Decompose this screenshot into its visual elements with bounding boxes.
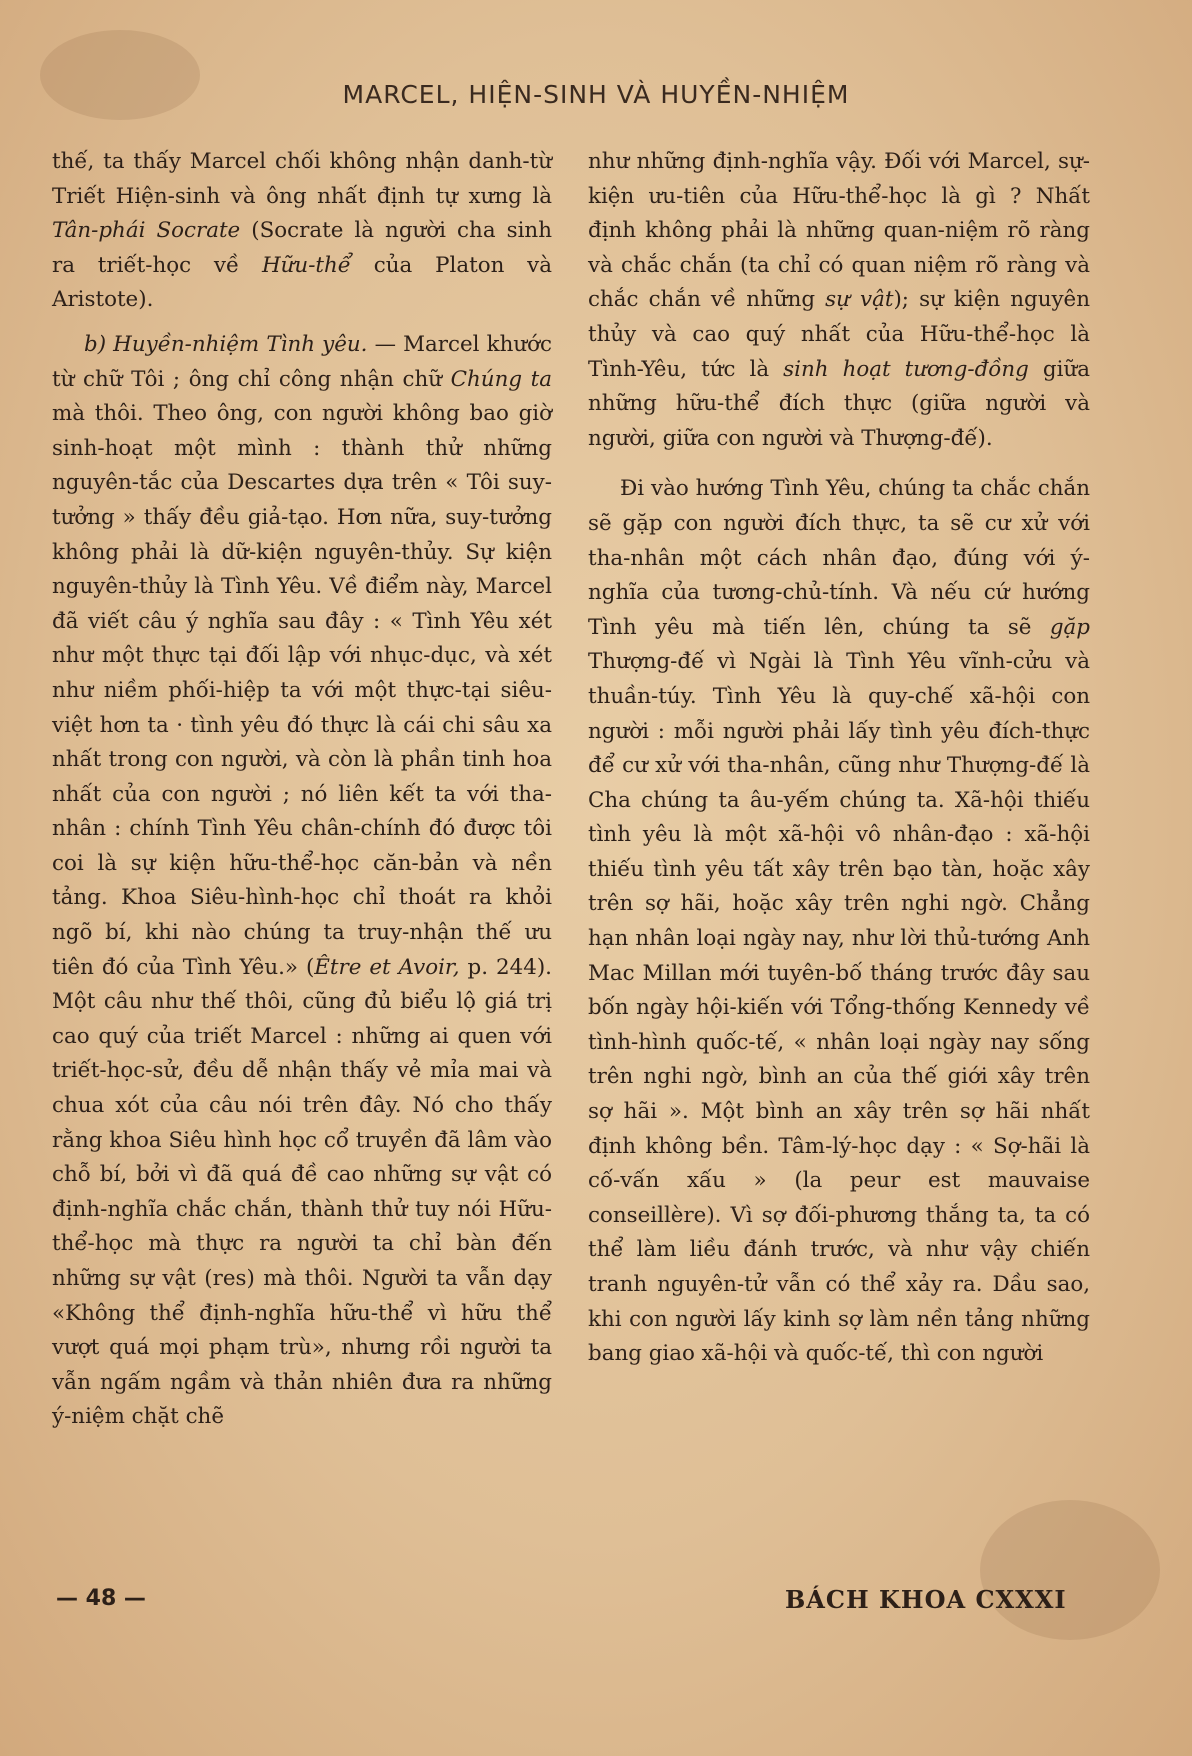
paragraph xyxy=(52,145,552,318)
text-run: Đi vào hướng Tình Yêu, chúng ta chắc chắn sẽ gặp con người đích thực, ta sẽ cư xử với tha-nhân một cách nhân đạo, đúng với ý-nghĩa của tương-chủ-tính. Và nếu cứ hướng Tình yêu mà tiến lên, chúng ta sẽ xyxy=(588,476,1090,640)
text-run: Thượng-đế vì Ngài là Tình Yêu vĩnh-cửu và thuần-túy. Tình Yêu là quy-chế xã-hội con người : mỗi người phải lấy tình yêu đích-thực để cư xử với tha-nhân, cũng như Thượng-đế là Cha chúng ta âu-yếm chúng ta. Xã-hội thiếu tình yêu là một xã-hội vô nhân-đạo : xã-hội thiếu tình yêu tất xây trên bạo tàn, hoặc xây trên sợ hãi, hoặc xây trên nghi ngờ. Chẳng hạn nhân loại ngày nay, như lời thủ-tướng Anh Mac Millan mới tuyên-bố tháng trước đây sau bốn ngày hội-kiến với Tổng-thống Kennedy về tình-hình quốc-tế, « nhân loại ngày nay sống trên nghi ngờ, bình an của thế giới xây trên sợ hãi ». Một bình an xây trên sợ hãi nhất định không bền. Tâm-lý-học dạy : « Sợ-hãi là cố-vấn xấu » (la peur est mauvaise conseillère). Vì sợ đối-phương thắng ta, ta có thể làm liều đánh trước, và như vậy chiến tranh nguyên-tử vẫn có thể xảy ra. Dầu sao, khi con người lấy kinh sợ làm nền tảng những bang giao xã-hội và quốc-tế, thì con người xyxy=(588,649,1090,1367)
italic-text: sự vật xyxy=(825,287,894,313)
paragraph xyxy=(588,472,1090,1371)
paper-stain xyxy=(980,1500,1160,1640)
running-header: MARCEL, HIỆN-SINH VÀ HUYỀN-NHIỆM xyxy=(342,80,850,109)
right-column xyxy=(588,145,1090,1372)
journal-name: BÁCH KHOA CXXXI xyxy=(785,1585,1067,1614)
italic-text: sinh hoạt tương-đồng xyxy=(783,356,1029,382)
book-title: Être et Avoir, xyxy=(314,954,460,980)
page-number: — 48 — xyxy=(56,1586,146,1611)
text-run: như những định-nghĩa vậy. Đối với Marcel, sự-kiện ưu-tiên của Hữu-thể-học là gì ? Nhất định không phải là những quan-niệm rõ ràng và chắc chắn (ta chỉ có quan niệm rõ ràng và chắc chắn về những xyxy=(588,149,1090,313)
section-heading: b) Huyền-nhiệm Tình yêu. xyxy=(84,331,368,357)
italic-text: gặp xyxy=(1049,614,1090,640)
text-run: — Marcel khước từ chữ Tôi ; ông chỉ công nhận chữ xyxy=(52,331,552,392)
text-run: (Socrate là người cha sinh ra triết-học về xyxy=(52,218,552,278)
italic-text: Chúng ta xyxy=(450,366,553,392)
text-run: của Platon và Aristote). xyxy=(52,252,553,313)
text-run: giữa những hữu-thể đích thực (giữa người và người, giữa con người và Thượng-đế). xyxy=(588,356,1090,451)
text-run: p. 244). Một câu như thế thôi, cũng đủ biểu lộ giá trị cao quý của triết Marcel : những ai quen với triết-học-sử, đều dễ nhận thấy vẻ mỉa mai và chua xót của câu nói trên đây. Nó cho thấy rằng khoa Siêu hình học cổ truyền đã lâm vào chỗ bí, bởi vì đã quá đề cao những sự vật có định-nghĩa chắc chắn, thành thử tuy nói Hữu-thể-học mà thực ra người ta chỉ bàn đến những sự vật (res) mà thôi. Người ta vẫn dạy «Không thể định-nghĩa hữu-thể vì hữu thể vượt quá mọi phạm trù», nhưng rồi người ta vẫn ngấm ngầm và thản nhiên đưa ra những ý-niệm chặt chẽ xyxy=(52,954,552,1430)
italic-text: Hữu-thể xyxy=(261,252,351,278)
text-run: thế, ta thấy Marcel chối không nhận danh-từ Triết Hiện-sinh và ông nhất định tự xưng là xyxy=(52,149,552,209)
paragraph xyxy=(588,145,1090,456)
left-column xyxy=(52,145,552,1435)
text-run: ); sự kiện nguyên thủy và cao quý nhất của Hữu-thể-học là Tình-Yêu, tức là xyxy=(588,287,1090,382)
italic-text: Tân-phái Socrate xyxy=(52,218,241,244)
paragraph xyxy=(52,328,552,1435)
text-run: mà thôi. Theo ông, con người không bao giờ sinh-hoạt một mình : thành thử những nguyên-tắc của Descartes dựa trên « Tôi suy-tưởng » thấy đều giả-tạo. Hơn nữa, suy-tưởng không phải là dữ-kiện nguyên-thủy. Sự kiện nguyên-thủy là Tình Yêu. Về điểm này, Marcel đã viết câu ý nghĩa sau đây : « Tình Yêu xét như một thực tại đối lập với nhục-dục, và xét như niềm phối-hiệp ta với một thực-tại siêu-việt hơn ta · tình yêu đó thực là cái chi sâu xa nhất trong con người, và còn là phần tinh hoa nhất của con người ; nó liên kết ta với tha-nhân : chính Tình Yêu chân-chính đó được tôi coi là sự kiện hữu-thể-học căn-bản và nền tảng. Khoa Siêu-hình-học chỉ thoát ra khỏi ngõ bí, khi nào chúng ta truy-nhận thế ưu tiên đó của Tình Yêu.» ( xyxy=(52,401,552,980)
